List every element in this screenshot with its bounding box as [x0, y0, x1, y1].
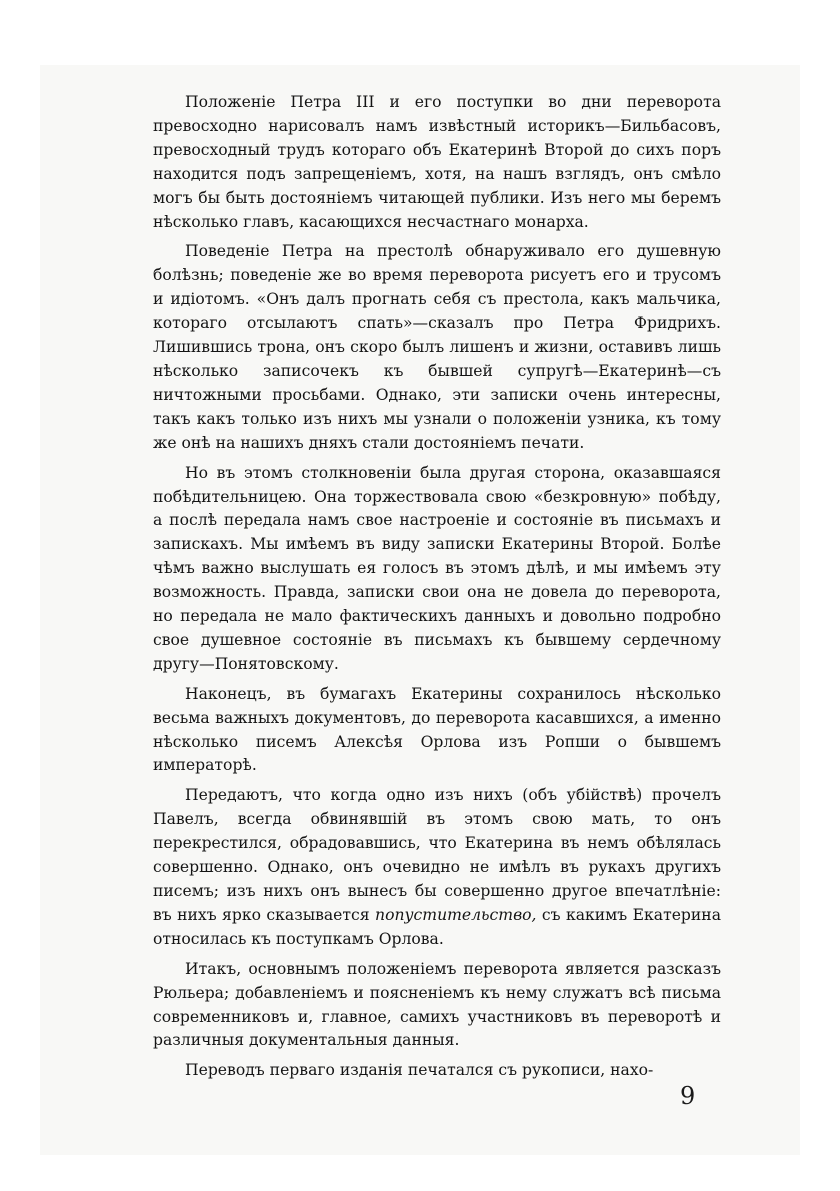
paragraph-1: Положенiе Петра III и его поступки во дни переворота превосходно нарисовалъ намъ извѣстный историкъ—Бильбасовъ, превосходный трудъ котораго объ Екатеринѣ Второй до сихъ поръ находится подъ запрещенiемъ, хотя, на нашъ взглядъ, онъ смѣло могъ бы быть достоянiемъ читающей публики. Изъ него мы беремъ нѣсколько главъ, касающихся несчастнаго монарха.	[153, 93, 721, 231]
paragraph-5-text-a: Передаютъ, что когда одно изъ нихъ (объ убiйствѣ) прочелъ Павелъ, всегда обвинявшiй въ этомъ свою мать, то онъ перекрестился, обрадовавшись, что Екатерина въ немъ обѣлялась совершенно. Однако, онъ очевидно не имѣлъ въ рукахъ другихъ писемъ; изъ нихъ онъ вынесъ бы совершенно другое впечатлѣнiе: въ нихъ ярко сказывается	[153, 786, 721, 924]
paragraph-4: Наконецъ, въ бумагахъ Екатерины сохранилось нѣсколько весьма важныхъ документовъ, до переворота касавшихся, а именно нѣсколько писемъ Алексѣя Орлова изъ Ропши о бывшемъ императорѣ.	[153, 684, 721, 775]
paragraph-5	[153, 784, 721, 951]
paragraph-3: Но въ этомъ столкновенiи была другая сторона, оказавшаяся побѣдительницею. Она торжествовала свою «безкровную» побѣду, а послѣ передала намъ свое настроенiе и состоянiе въ письмахъ и запискахъ. Мы имѣемъ въ виду записки Екатерины Второй. Болѣе чѣмъ важно выслушать ея голосъ въ этомъ дѣлѣ, и мы имѣемъ эту возможность. Правда, записки свои она не довела до переворота, но передала не мало фактическихъ данныхъ и довольно подробно свое душевное состоянiе въ письмахъ къ бывшему сердечному другу—Понятовскому.	[153, 463, 721, 673]
paragraph-2: Поведенiе Петра на престолѣ обнаруживало его душевную болѣзнь; поведенiе же во время переворота рисуетъ его и трусомъ и идiотомъ. «Онъ далъ прогнать себя съ престола, какъ мальчика, котораго отсылаютъ спать»—сказалъ про Петра Фридрихъ. Лишившись трона, онъ скоро былъ лишенъ и жизни, оставивъ лишь нѣсколько записочекъ къ бывшей супругѣ—Екатеринѣ—съ ничтожными просьбами. Однако, эти записки очень интересны, такъ какъ только изъ нихъ мы узнали о положенiи узника, къ тому же онѣ на нашихъ дняхъ стали достоянiемъ печати.	[153, 242, 721, 452]
paragraph-6: Итакъ, основнымъ положенiемъ переворота является разсказъ Рюльера; добавленiемъ и поясненiемъ къ нему служатъ всѣ письма современниковъ и, главное, самихъ участниковъ въ переворотѣ и различныя документальныя данныя.	[153, 959, 721, 1050]
paragraph-7: Переводъ перваго изданiя печатался съ рукописи, нахо-	[185, 1061, 654, 1080]
body-text	[153, 91, 721, 1089]
page-number: 9	[680, 1082, 696, 1110]
paragraph-5-text-b: съ какимъ Екатерина относилась къ поступкамъ Орлова.	[153, 905, 721, 948]
paragraph-5-italic: попустительство,	[375, 905, 537, 924]
